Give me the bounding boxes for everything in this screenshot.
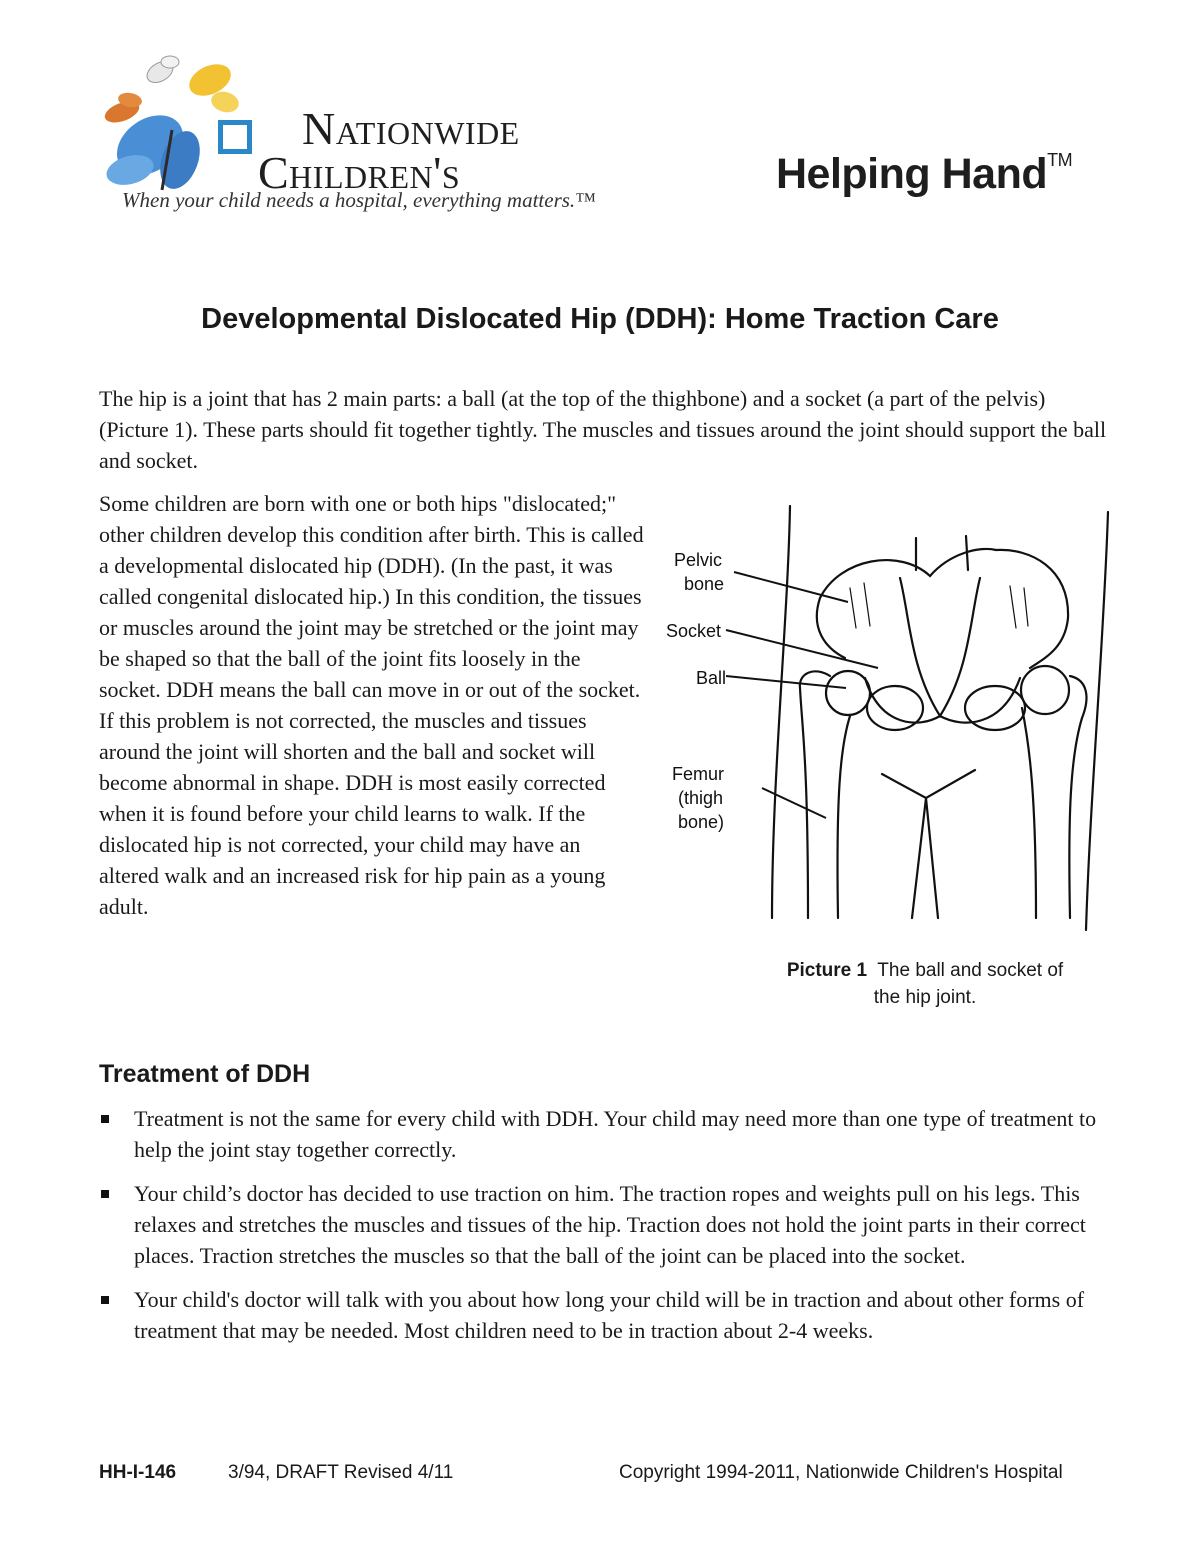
- treatment-item-text: Your child’s doctor has decided to use traction on him. The traction ropes and weights pull on his legs. This relaxes and stretches the muscles and tissues of the hip. Traction does not hold the joint parts in their correct places. Traction stretches the muscles so that the ball of the joint can be placed into the socket.: [134, 1181, 1086, 1268]
- treatment-item: [99, 1103, 1119, 1165]
- treatment-item-text: Your child's doctor will talk with you about how long your child will be in traction and about other forms of treatment that may be needed. Most children need to be in traction about 2-4 weeks.: [134, 1287, 1085, 1343]
- page-title: Developmental Dislocated Hip (DDH): Home Traction Care: [201, 303, 999, 335]
- label-femur-line2: (thigh: [678, 788, 724, 808]
- bullet-square-icon: [101, 1296, 109, 1304]
- label-femur-line1: Femur: [672, 764, 725, 784]
- label-ball: Ball: [696, 668, 727, 688]
- treatment-item: [99, 1178, 1119, 1271]
- logo-name-line1: Nationwide: [302, 103, 520, 154]
- helping-hand-brand: [776, 150, 1072, 199]
- intro-paragraph: The hip is a joint that has 2 main parts: a ball (at the top of the thighbone) and a socket (a part of the pelvis) (Picture 1). These parts should fit together tightly. The muscles and tissues around the joint should support the ball and socket.: [99, 386, 1107, 473]
- copyright-notice: Copyright 1994-2011, Nationwide Children's Hospital: [619, 1462, 1063, 1483]
- caption-label: Picture 1: [786, 960, 868, 981]
- label-socket: Socket: [666, 621, 722, 641]
- treatment-list: [99, 1103, 1119, 1359]
- treatment-heading: Treatment of DDH: [99, 1060, 311, 1088]
- label-pelvic-line1: Pelvic: [674, 550, 723, 570]
- treatment-item-text: Treatment is not the same for every child with DDH. Your child may need more than one type of treatment to help the joint stay together correctly.: [134, 1106, 1097, 1162]
- treatment-item: [99, 1284, 1119, 1346]
- figure-caption: [780, 957, 1070, 1011]
- brand-name: Helping Hand: [776, 150, 1048, 198]
- label-femur-line3: bone): [678, 812, 725, 832]
- page-footer: [99, 1462, 1129, 1484]
- document-code: HH-I-146: [99, 1462, 177, 1483]
- hospital-logo: [100, 50, 596, 216]
- caption-text: The ball and socket of the hip joint.: [873, 960, 1064, 1008]
- logo-tagline: When your child needs a hospital, everything matters.™: [122, 188, 596, 212]
- bullet-square-icon: [101, 1115, 109, 1123]
- bullet-square-icon: [101, 1190, 109, 1198]
- label-pelvic-line2: bone: [684, 574, 725, 594]
- logo-name-line2: Children's: [258, 147, 461, 198]
- revision-dates: 3/94, DRAFT Revised 4/11: [228, 1462, 454, 1483]
- logo-square-icon: [218, 120, 252, 154]
- ddh-description-paragraph: Some children are born with one or both hips "dislocated;" other children develop this condition after birth. This is called a developmental dislocated hip (DDH). (In the past, it was called congenital dislocated hip.) In this condition, the tissues or muscles around the joint may be stretched or the joint may be shaped so that the ball of the joint fits loosely in the socket. DDH means the ball can move in or out of the socket. If this problem is not corrected, the muscles and tissues around the joint will shorten and the ball and socket will become abnormal in shape. DDH is most easily corrected when it is found before your child learns to walk. If the dislocated hip is not corrected, your child may have an altered walk and an increased risk for hip pain as a young adult.: [99, 491, 644, 919]
- hip-joint-illustration: [650, 498, 1120, 943]
- trademark-mark: TM: [1047, 150, 1073, 170]
- hip-joint-diagram: [650, 498, 1120, 943]
